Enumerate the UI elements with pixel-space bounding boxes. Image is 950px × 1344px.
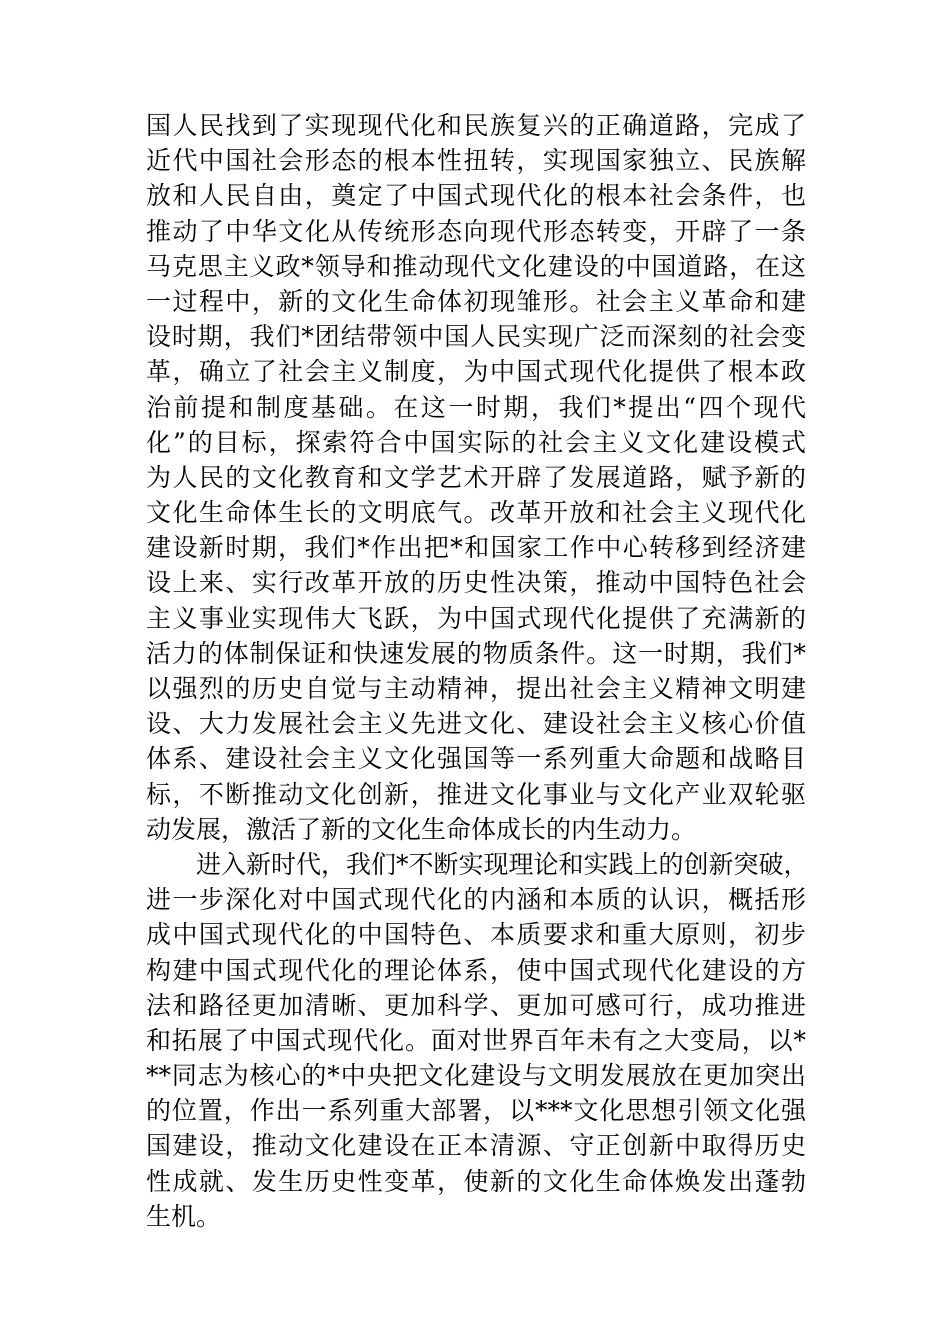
text-line: 革，确立了社会主义制度，为中国式现代化提供了根本政 bbox=[146, 357, 806, 387]
text-line: 标，不断推动文化创新，推进文化事业与文化产业双轮驱 bbox=[146, 779, 806, 809]
paragraph-2 bbox=[146, 847, 809, 1234]
text-line: 国建设，推动文化建设在正本清源、守正创新中取得历史 bbox=[146, 1131, 806, 1161]
text-line: 活力的体制保证和快速发展的物质条件。这一时期，我们* bbox=[146, 638, 806, 668]
body-text bbox=[146, 108, 809, 1234]
text-line: **同志为核心的*中央把文化建设与文明发展放在更加突出 bbox=[146, 1061, 806, 1091]
text-line: 设、大力发展社会主义先进文化、建设社会主义核心价值 bbox=[146, 709, 806, 739]
text-line: 成中国式现代化的中国特色、本质要求和重大原则，初步 bbox=[146, 920, 806, 950]
text-line: 进入新时代，我们*不断实现理论和实践上的创新突破， bbox=[196, 849, 809, 879]
text-line: 文化生命体生长的文明底气。改革开放和社会主义现代化 bbox=[146, 498, 806, 528]
text-line: 设上来、实行改革开放的历史性决策，推动中国特色社会 bbox=[146, 568, 806, 598]
text-line: 生机。 bbox=[146, 1201, 222, 1231]
text-line: 国人民找到了实现现代化和民族复兴的正确道路，完成了 bbox=[146, 111, 806, 140]
text-line: 构建中国式现代化的理论体系，使中国式现代化建设的方 bbox=[146, 955, 806, 985]
text-line: 进一步深化对中国式现代化的内涵和本质的认识，概括形 bbox=[146, 885, 806, 915]
text-line: 化”的目标，探索符合中国实际的社会主义文化建设模式 bbox=[146, 427, 806, 457]
text-line: 法和路径更加清晰、更加科学、更加可感可行，成功推进 bbox=[146, 990, 806, 1020]
text-line: 性成就、发生历史性变革，使新的文化生命体焕发出蓬勃 bbox=[146, 1166, 806, 1196]
text-line: 一过程中，新的文化生命体初现雏形。社会主义革命和建 bbox=[146, 286, 806, 316]
text-line: 近代中国社会形态的根本性扭转，实现国家独立、民族解 bbox=[146, 146, 806, 176]
text-line: 马克思主义政*领导和推动现代文化建设的中国道路，在这 bbox=[146, 251, 806, 281]
text-line: 为人民的文化教育和文学艺术开辟了发展道路，赋予新的 bbox=[146, 462, 806, 492]
text-line: 建设新时期，我们*作出把*和国家工作中心转移到经济建 bbox=[146, 533, 806, 563]
text-line: 和拓展了中国式现代化。面对世界百年未有之大变局，以* bbox=[146, 1025, 806, 1055]
text-line: 动发展，激活了新的文化生命体成长的内生动力。 bbox=[146, 814, 697, 844]
text-line: 的位置，作出一系列重大部署，以***文化思想引领文化强 bbox=[146, 1096, 806, 1126]
text-line: 放和人民自由，奠定了中国式现代化的根本社会条件，也 bbox=[146, 181, 806, 211]
text-line: 治前提和制度基础。在这一时期，我们*提出“四个现代 bbox=[146, 392, 806, 422]
text-line: 体系、建设社会主义文化强国等一系列重大命题和战略目 bbox=[146, 744, 806, 774]
text-line: 以强烈的历史自觉与主动精神，提出社会主义精神文明建 bbox=[146, 674, 806, 703]
paragraph-1 bbox=[146, 108, 806, 847]
text-line: 推动了中华文化从传统形态向现代形态转变，开辟了一条 bbox=[146, 216, 806, 246]
text-line: 主义事业实现伟大飞跃，为中国式现代化提供了充满新的 bbox=[146, 603, 806, 633]
text-line: 设时期，我们*团结带领中国人民实现广泛而深刻的社会变 bbox=[146, 322, 806, 352]
